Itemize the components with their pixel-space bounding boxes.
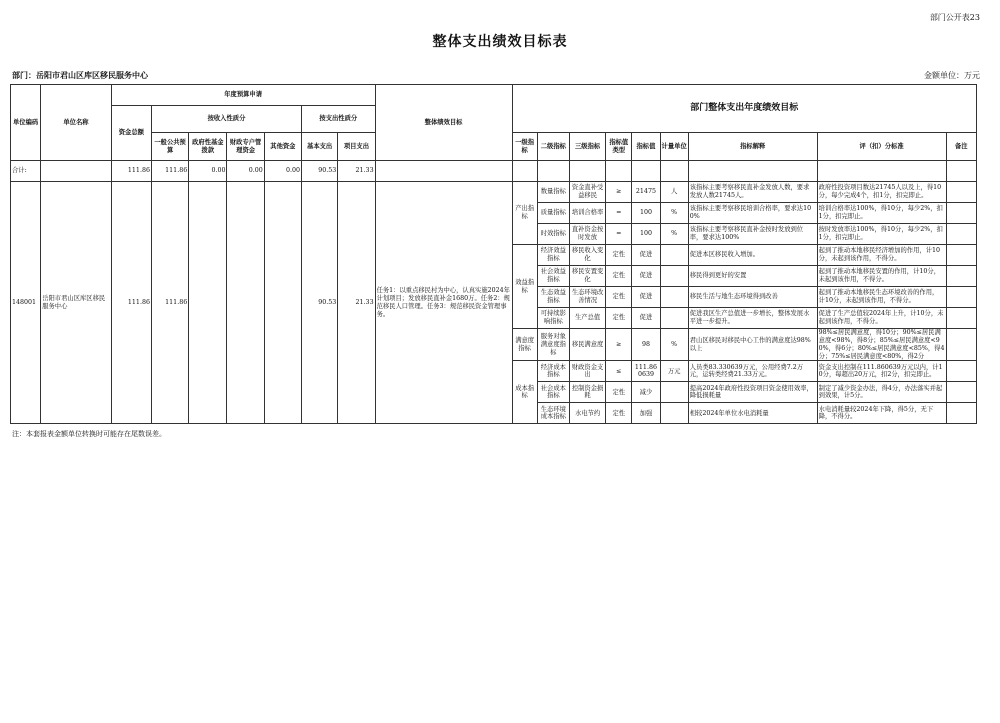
unit-project-cell: 21.33 bbox=[338, 182, 375, 424]
header-scoring: 评（扣）分标准 bbox=[817, 133, 946, 161]
value-cell: 促进 bbox=[632, 287, 660, 308]
level1-benefit: 效益指标 bbox=[512, 245, 537, 329]
value-type-cell: ≥ bbox=[606, 182, 632, 203]
total-gov-fund-value: 0.00 bbox=[189, 161, 227, 182]
header-unit-code: 单位编码 bbox=[11, 85, 41, 161]
measure-unit-cell bbox=[660, 266, 688, 287]
header-dept-goal: 部门整体支出年度绩效目标 bbox=[512, 85, 976, 133]
value-type-cell: 定性 bbox=[606, 266, 632, 287]
header-total-funds: 资金总额 bbox=[111, 106, 151, 161]
level2-cell: 数量指标 bbox=[537, 182, 569, 203]
header-overall-goal: 整体绩效目标 bbox=[375, 85, 512, 161]
level2-cell: 质量指标 bbox=[537, 203, 569, 224]
header-level2: 二级指标 bbox=[537, 133, 569, 161]
total-row bbox=[11, 161, 977, 182]
scoring-cell: 培训合格率达100%，得10分，每少2%，扣1分，扣完即止。 bbox=[817, 203, 946, 224]
total-general-value: 111.86 bbox=[151, 161, 188, 182]
scoring-cell: 按时发放率达100%，得10分，每少2%，扣1分，扣完即止。 bbox=[817, 224, 946, 245]
total-other-value: 0.00 bbox=[264, 161, 301, 182]
level2-cell: 经济效益指标 bbox=[537, 245, 569, 266]
measure-unit-cell bbox=[660, 382, 688, 403]
level3-cell: 财政资金支出 bbox=[569, 361, 605, 382]
explanation-cell: 人员类83.330639万元，公用经费7.2万元，运转类经费21.33万元。 bbox=[688, 361, 817, 382]
page-number: 部门公开表23 bbox=[929, 13, 980, 22]
value-cell: 100 bbox=[632, 203, 660, 224]
header-project-exp: 项目支出 bbox=[338, 133, 375, 161]
header-unit-name: 单位名称 bbox=[41, 85, 111, 161]
header-by-income: 按收入性质分 bbox=[151, 106, 301, 133]
level2-cell: 社会成本指标 bbox=[537, 382, 569, 403]
scoring-cell: 起到了推动本地移民安置的作用，计10分，未起到该作用，不得分。 bbox=[817, 266, 946, 287]
value-type-cell: = bbox=[606, 203, 632, 224]
measure-unit-cell: 万元 bbox=[660, 361, 688, 382]
level2-cell: 时效指标 bbox=[537, 224, 569, 245]
level3-cell: 水电节约 bbox=[569, 403, 605, 424]
unit-name-cell: 岳阳市君山区库区移民服务中心 bbox=[41, 182, 111, 424]
header-general-public: 一般公共预算 bbox=[151, 133, 188, 161]
level3-cell: 资金直补受益移民 bbox=[569, 182, 605, 203]
department-label: 部门：岳阳市君山区库区移民服务中心 bbox=[12, 70, 148, 80]
header-by-expense: 按支出性质分 bbox=[301, 106, 375, 133]
header-value-type: 指标值类型 bbox=[606, 133, 632, 161]
explanation-cell: 移民得到更好的安置 bbox=[688, 266, 817, 287]
value-cell: 促进 bbox=[632, 308, 660, 329]
page-title: 整体支出绩效目标表 bbox=[432, 34, 568, 50]
unit-code-cell: 148001 bbox=[11, 182, 41, 424]
value-type-cell: ≥ bbox=[606, 329, 632, 361]
amount-unit-label: 金额单位：万元 bbox=[924, 71, 980, 80]
header-annual-budget: 年度预算申请 bbox=[111, 85, 375, 106]
explanation-cell: 该指标主要考察移民培训合格率，要求达100% bbox=[688, 203, 817, 224]
value-type-cell: 定性 bbox=[606, 287, 632, 308]
measure-unit-cell bbox=[660, 308, 688, 329]
measure-unit-cell: % bbox=[660, 203, 688, 224]
measure-unit-cell: 人 bbox=[660, 182, 688, 203]
explanation-cell: 君山区移民对移民中心工作的满意度达98%以上 bbox=[688, 329, 817, 361]
total-project-value: 21.33 bbox=[338, 161, 375, 182]
value-type-cell: 定性 bbox=[606, 245, 632, 266]
explanation-cell: 促进我区生产总值进一步增长，整体发展水平进一步提升。 bbox=[688, 308, 817, 329]
measure-unit-cell bbox=[660, 403, 688, 424]
level3-cell: 生产总值 bbox=[569, 308, 605, 329]
footnote: 注：本套报表金额单位转换时可能存在尾数误差。 bbox=[12, 430, 166, 438]
value-cell: 21475 bbox=[632, 182, 660, 203]
value-cell: 100 bbox=[632, 224, 660, 245]
level3-cell: 直补资金按时发放 bbox=[569, 224, 605, 245]
level1-satisfaction: 满意度指标 bbox=[512, 329, 537, 361]
scoring-cell: 制定了减少资金办法，得4分，办法落实并起到效果，计5分。 bbox=[817, 382, 946, 403]
level2-cell: 生态环境成本指标 bbox=[537, 403, 569, 424]
level3-cell: 移民满意度 bbox=[569, 329, 605, 361]
header-other-funds: 其他资金 bbox=[264, 133, 301, 161]
level2-cell: 社会效益指标 bbox=[537, 266, 569, 287]
level2-cell: 经济成本指标 bbox=[537, 361, 569, 382]
value-cell: 促进 bbox=[632, 266, 660, 287]
value-type-cell: ≤ bbox=[606, 361, 632, 382]
value-cell: 加强 bbox=[632, 403, 660, 424]
header-remarks: 备注 bbox=[946, 133, 976, 161]
unit-general-cell: 111.86 bbox=[151, 182, 188, 424]
overall-goal-text: 任务1：以重点移民村为中心，认真实施2024年计划项目；发放移民直补金1680万。任务2：规范移民人口管理。任务3：规范移民资金管理事务。 bbox=[375, 182, 512, 424]
value-type-cell: 定性 bbox=[606, 382, 632, 403]
level3-cell: 控制资金损耗 bbox=[569, 382, 605, 403]
value-cell: 减少 bbox=[632, 382, 660, 403]
unit-total-cell: 111.86 bbox=[111, 182, 151, 424]
header-gov-fund: 政府性基金拨款 bbox=[189, 133, 227, 161]
header-measure-unit: 计量单位 bbox=[660, 133, 688, 161]
value-cell: 111.860639 bbox=[632, 361, 660, 382]
header-level1: 一级指标 bbox=[512, 133, 537, 161]
level3-cell: 移民收入变化 bbox=[569, 245, 605, 266]
level3-cell: 移民安置变化 bbox=[569, 266, 605, 287]
measure-unit-cell bbox=[660, 245, 688, 266]
level1-cost: 成本指标 bbox=[512, 361, 537, 424]
level2-cell: 生态效益指标 bbox=[537, 287, 569, 308]
explanation-cell: 提高2024年政府性投资项目资金使用效率，降低损耗量 bbox=[688, 382, 817, 403]
explanation-cell: 促进本区移民收入增加。 bbox=[688, 245, 817, 266]
total-fiscal-value: 0.00 bbox=[227, 161, 264, 182]
scoring-cell: 促进了生产总值较2024年上升，计10分，未起到该作用，不得分。 bbox=[817, 308, 946, 329]
level3-cell: 培训合格率 bbox=[569, 203, 605, 224]
explanation-cell: 该指标主要考察移民直补金按时发放到位率，要求达100% bbox=[688, 224, 817, 245]
total-funds-value: 111.86 bbox=[111, 161, 151, 182]
value-cell: 98 bbox=[632, 329, 660, 361]
scoring-cell: 政府性投资项目数达21745人以及上，得10分，每少完成4个，扣1分，扣完即止。 bbox=[817, 182, 946, 203]
performance-goal-table bbox=[10, 84, 977, 424]
unit-basic-cell: 90.53 bbox=[301, 182, 337, 424]
header-value: 指标值 bbox=[632, 133, 660, 161]
level2-cell: 可持续影响指标 bbox=[537, 308, 569, 329]
explanation-cell: 移民生活与地生态环境得到改善 bbox=[688, 287, 817, 308]
scoring-cell: 98%≤居民满意度，得10分；90%≤居民满意度<98%，得8分；85%≤居民满意度<90%，得6分；80%≤居民满意度<85%，得4分；75%≤居民满意度<80%，得2分 bbox=[818, 329, 945, 360]
level3-cell: 生态环境改善情况 bbox=[569, 287, 605, 308]
level2-cell: 服务对象满意度指标 bbox=[537, 329, 569, 361]
scoring-cell: 起到了推动本地移民经济增加的作用，计10分，未起到该作用，不得分。 bbox=[817, 245, 946, 266]
scoring-cell: 水电消耗量较2024年下降，得5分，无下降，不得分。 bbox=[817, 403, 946, 424]
header-level3: 三级指标 bbox=[569, 133, 605, 161]
header-explanation: 指标解释 bbox=[688, 133, 817, 161]
level1-output: 产出指标 bbox=[512, 182, 537, 245]
measure-unit-cell: % bbox=[660, 224, 688, 245]
total-basic-value: 90.53 bbox=[301, 161, 337, 182]
scoring-cell: 起到了推动本地移民生态环境改善的作用，计10分，未起到该作用，不得分。 bbox=[817, 287, 946, 308]
value-type-cell: = bbox=[606, 224, 632, 245]
value-cell: 促进 bbox=[632, 245, 660, 266]
measure-unit-cell: % bbox=[660, 329, 688, 361]
value-type-cell: 定性 bbox=[606, 308, 632, 329]
header-fiscal-special: 财政专户管理资金 bbox=[227, 133, 264, 161]
value-type-cell: 定性 bbox=[606, 403, 632, 424]
total-label: 合计: bbox=[11, 161, 41, 182]
explanation-cell: 该指标主要考察移民直补金发放人数，要求发放人数21745人。 bbox=[688, 182, 817, 203]
indicator-row bbox=[11, 182, 977, 203]
scoring-cell: 资金支出控制在111.860639万元以内，计10分，每超出20万元，扣2分，扣完即止。 bbox=[817, 361, 946, 382]
measure-unit-cell bbox=[660, 287, 688, 308]
explanation-cell: 相较2024年单位水电消耗量 bbox=[688, 403, 817, 424]
header-basic-exp: 基本支出 bbox=[301, 133, 337, 161]
